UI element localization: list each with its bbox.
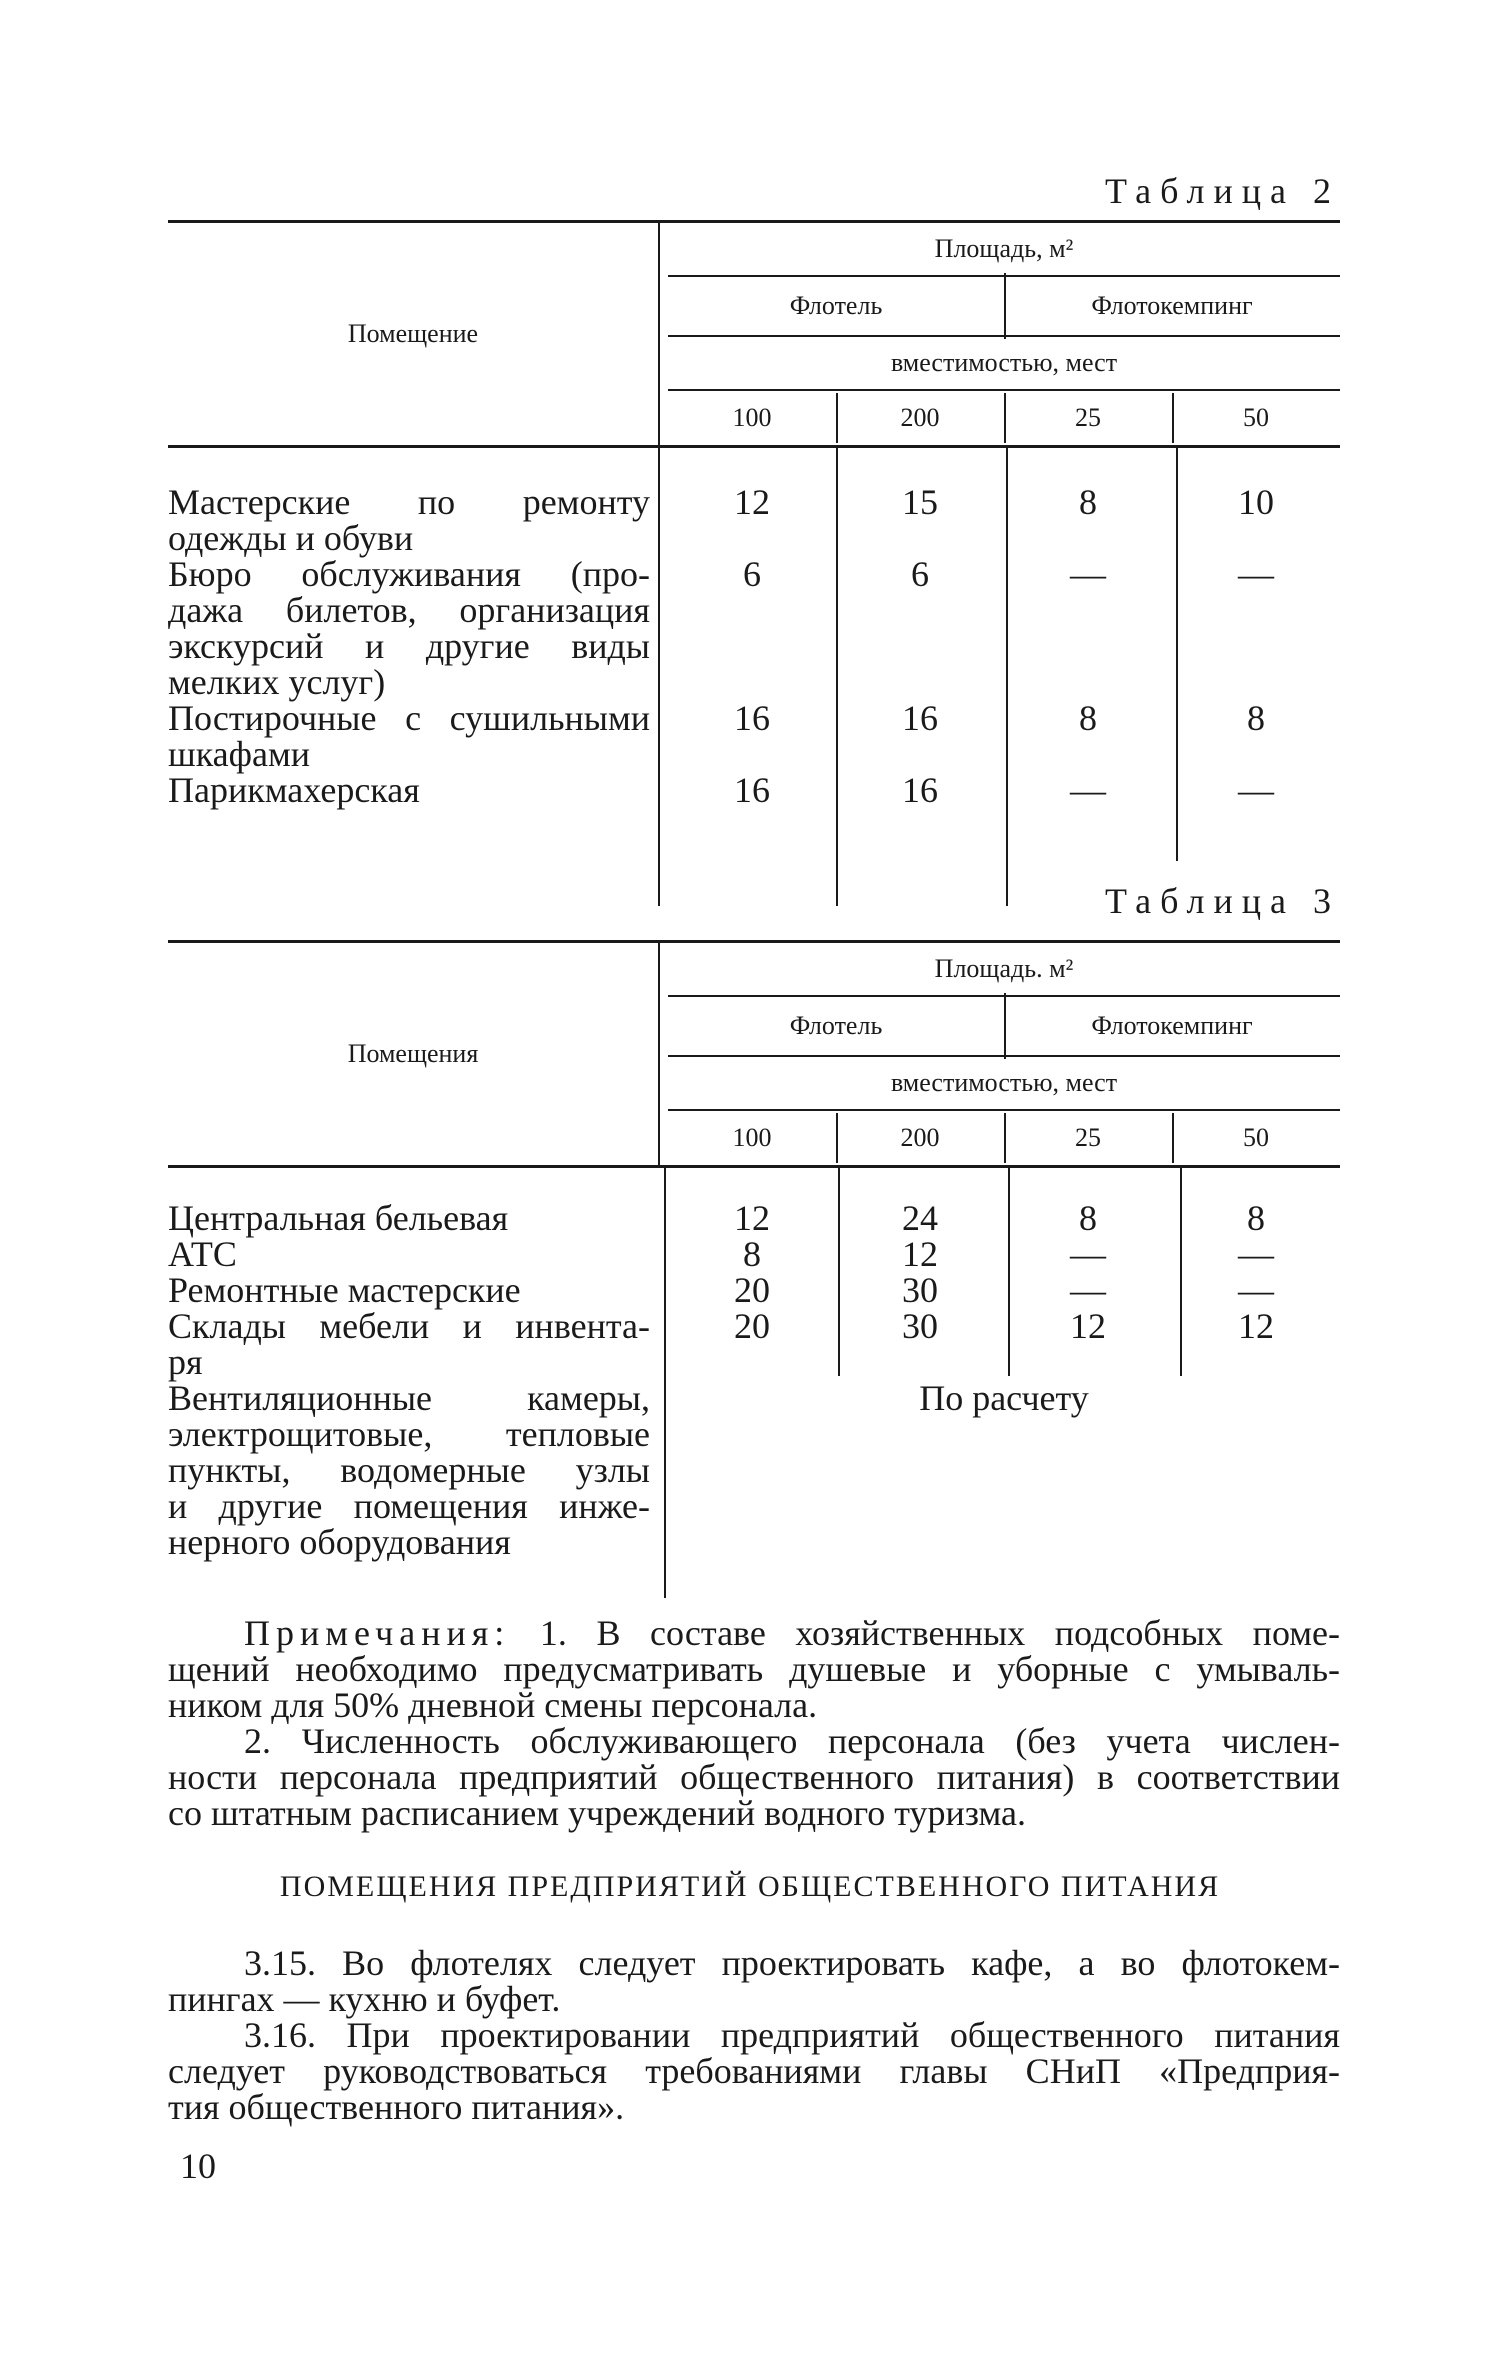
cell: —	[1238, 1270, 1274, 1310]
header-area: Площадь. м²	[934, 954, 1074, 983]
header-area: Площадь, м²	[934, 234, 1074, 263]
header-col: 200	[836, 1123, 1004, 1153]
header-col: 50	[1172, 1123, 1340, 1153]
cell: 16	[734, 698, 770, 738]
cell: 8	[1079, 698, 1097, 738]
table-3-header	[168, 940, 1340, 1168]
cell: 30	[902, 1270, 938, 1310]
cell: —	[1238, 770, 1274, 810]
cell: 8	[1247, 1198, 1265, 1238]
table-row: Склады мебели и инвента- ря	[168, 1306, 650, 1382]
clause-number: 3.16.	[244, 2015, 316, 2055]
cell: 8	[1079, 482, 1097, 522]
header-col: 25	[1004, 403, 1172, 433]
table-row: Парикмахерская	[168, 770, 420, 810]
clause-number: 3.15.	[244, 1943, 316, 1983]
cell: 12	[902, 1234, 938, 1274]
header-flotocamping: Флотокемпинг	[1004, 291, 1340, 321]
table-row: Постирочные с сушильными шкафами	[168, 698, 650, 774]
cell: 12	[1070, 1306, 1106, 1346]
header-flotel: Флотель	[789, 1011, 883, 1040]
cell: 6	[911, 554, 929, 594]
cell: —	[1238, 1234, 1274, 1274]
cell: 12	[1238, 1306, 1274, 1346]
table-2-header	[168, 220, 1340, 448]
cell: —	[1070, 770, 1106, 810]
notes: Примечания: 1. В составе хозяйственных подсобных поме- щений необходимо предусматривать душевые и уборные с умываль- ником для 50% дневной смены персонала. 2. Численность обслуживающего персонала (без учета числен- ности персонала предприятий общественного питания) в соответствии со штатным расписанием учреждений водного туризма.	[168, 1613, 1341, 1833]
header-col: 100	[732, 403, 772, 432]
header-capacity: вместимостью, мест	[890, 1068, 1118, 1097]
table-row: Центральная бельевая	[168, 1198, 509, 1238]
header-room: Помещение	[347, 319, 479, 348]
header-flotel: Флотель	[789, 291, 883, 320]
header-col: 25	[1004, 1123, 1172, 1153]
cell: —	[1070, 554, 1106, 594]
header-room: Помещения	[347, 1039, 479, 1068]
cell: 6	[743, 554, 761, 594]
cell: 20	[734, 1306, 770, 1346]
table-2-body	[168, 448, 1340, 906]
cell: 15	[902, 482, 938, 522]
cell: 20	[734, 1270, 770, 1310]
table-2	[168, 220, 1340, 906]
table-2-caption: Таблица 2	[1105, 171, 1340, 211]
header-col: 200	[836, 403, 1004, 433]
table-row: Мастерские по ремонту одежды и обуви	[168, 482, 650, 558]
table-row: Бюро обслуживания (про- дажа билетов, организация экскурсий и другие виды мелких услуг)	[168, 554, 650, 702]
cell: 10	[1238, 482, 1274, 522]
table-3-caption: Таблица 3	[1105, 881, 1340, 921]
cell: —	[1070, 1270, 1106, 1310]
header-capacity: вместимостью, мест	[890, 348, 1118, 377]
cell: 8	[1079, 1198, 1097, 1238]
paragraph-3-15: 3.15. Во флотелях следует проектировать кафе, а во флотокем- пингах — кухню и буфет.	[168, 1943, 1341, 2019]
cell: 16	[902, 770, 938, 810]
paragraph-3-16: 3.16. При проектировании предприятий общественного питания следует руководствоваться требованиями главы СНиП «Предприя- тия общественного питания».	[168, 2015, 1340, 2127]
notes-label: Примечания:	[244, 1613, 511, 1653]
span-cell: По расчету	[919, 1378, 1089, 1418]
header-flotocamping: Флотокемпинг	[1004, 1011, 1340, 1041]
table-row: АТС	[168, 1234, 237, 1274]
cell: 8	[743, 1234, 761, 1274]
cell: 8	[1247, 698, 1265, 738]
header-col: 100	[732, 1123, 772, 1152]
section-heading: ПОМЕЩЕНИЯ ПРЕДПРИЯТИЙ ОБЩЕСТВЕННОГО ПИТАНИЯ	[279, 1870, 1221, 1903]
header-col: 50	[1172, 403, 1340, 433]
cell: 16	[734, 770, 770, 810]
cell: 16	[902, 698, 938, 738]
cell: —	[1070, 1234, 1106, 1274]
table-3	[168, 940, 1340, 1598]
cell: 24	[902, 1198, 938, 1238]
table-row: Ремонтные мастерские	[168, 1270, 521, 1310]
cell: 30	[902, 1306, 938, 1346]
table-3-body	[168, 1168, 1340, 1598]
table-row: Вентиляционные камеры, электрощитовые, тепловые пункты, водомерные узлы и другие помещения инже- нерного оборудования	[168, 1378, 650, 1562]
cell: 12	[734, 482, 770, 522]
cell: 12	[734, 1198, 770, 1238]
page-number: 10	[180, 2146, 216, 2186]
cell: —	[1238, 554, 1274, 594]
